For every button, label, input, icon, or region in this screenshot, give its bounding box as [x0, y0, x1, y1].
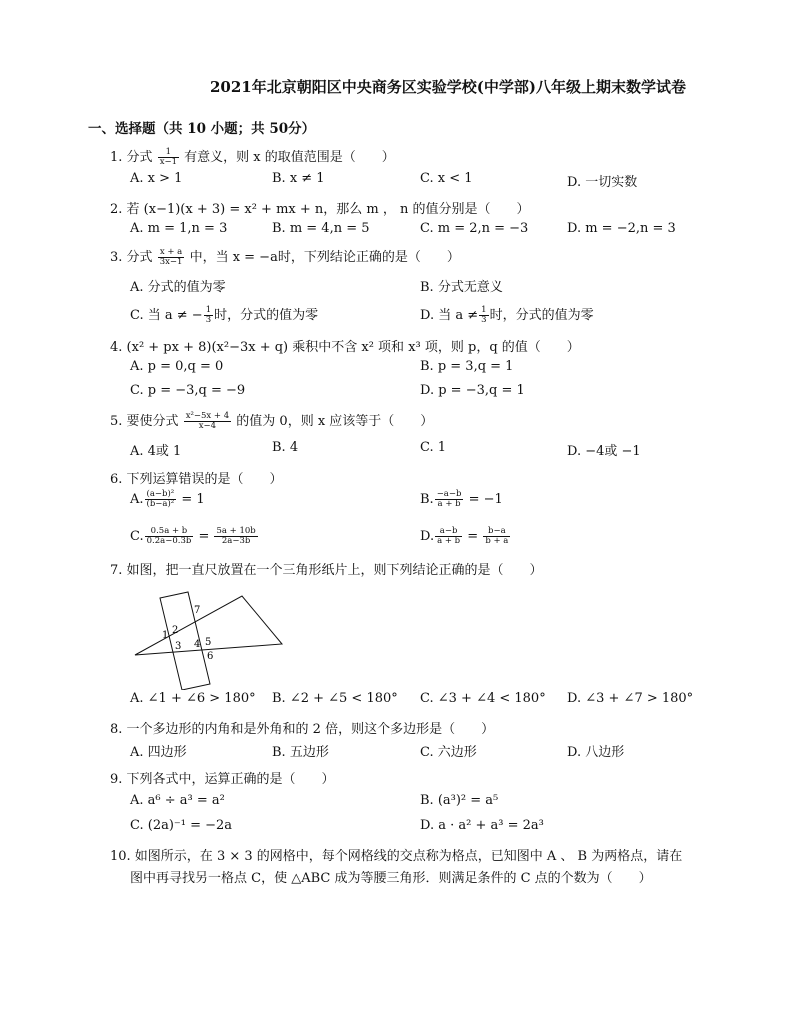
q4-option-d[interactable]: D. p = −3,q = 1: [420, 383, 525, 398]
ruler-shape: [160, 592, 210, 690]
q6-b-post: = −1: [468, 492, 503, 507]
q3-c-den: 3: [205, 315, 212, 325]
question-5: [110, 410, 433, 431]
q3-c-fraction: [204, 306, 213, 325]
question-9: 9. 下列各式中，运算正确的是（ ）: [110, 772, 335, 787]
q6-option-a[interactable]: [130, 490, 205, 509]
q6-d-eq: =: [467, 529, 479, 544]
q6-d-den2: b + a: [485, 536, 509, 546]
q6-d-den: a + b: [437, 536, 461, 546]
q6-a-fraction: [145, 490, 177, 509]
ruler-triangle-figure: [130, 590, 290, 690]
q2-option-b[interactable]: B. m = 4,n = 5: [272, 221, 370, 236]
q1-option-d[interactable]: D. 一切实数: [567, 175, 638, 190]
q2-option-a[interactable]: A. m = 1,n = 3: [130, 221, 228, 236]
q6-option-d[interactable]: [420, 527, 511, 546]
q5-option-c[interactable]: C. 1: [420, 440, 447, 455]
q6-b-den: a + b: [437, 499, 461, 509]
q9-option-a[interactable]: A. a⁶ ÷ a³ = a²: [130, 793, 225, 808]
q3-stem-pre: 3. 分式: [110, 250, 153, 265]
question-8: 8. 一个多边形的内角和是外角和的 2 倍，则这个多边形是（ ）: [110, 722, 495, 737]
q1-frac-den: x−1: [159, 157, 178, 167]
q6-option-b[interactable]: [420, 490, 503, 509]
q4-option-a[interactable]: A. p = 0,q = 0: [130, 359, 224, 374]
q5-stem-pre: 5. 要使分式: [110, 414, 179, 429]
q9-option-d[interactable]: D. a · a² + a³ = 2a³: [420, 818, 544, 833]
q5-stem-post: 的值为 0，则 x 应该等于（ ）: [236, 414, 434, 429]
q3-option-b[interactable]: B. 分式无意义: [420, 280, 503, 295]
q1-option-a[interactable]: A. x > 1: [130, 171, 183, 186]
q8-option-c[interactable]: C. 六边形: [420, 745, 477, 760]
question-4: 4. (x² + px + 8)(x²−3x + q) 乘积中不含 x² 项和 x³ 项，则 p，q 的值（ ）: [110, 340, 580, 355]
q7-option-b[interactable]: B. ∠2 + ∠5 < 180°: [272, 691, 398, 706]
q9-option-b[interactable]: B. (a³)² = a⁵: [420, 793, 499, 808]
angle-label-4: 4: [194, 639, 201, 650]
q3-d-pre: D. 当 a ≠: [420, 308, 479, 323]
section-heading: 一、选择题（共 10 小题；共 50分）: [88, 121, 316, 137]
q8-option-b[interactable]: B. 五边形: [272, 745, 329, 760]
q5-option-d[interactable]: D. −4或 −1: [567, 444, 641, 459]
q6-c-num2: 5a + 10b: [216, 526, 256, 536]
q3-c-pre: C. 当 a ≠ −: [130, 308, 203, 323]
q2-option-c[interactable]: C. m = 2,n = −3: [420, 221, 529, 236]
q9-option-c[interactable]: C. (2a)⁻¹ = −2a: [130, 818, 233, 833]
q8-option-d[interactable]: D. 八边形: [567, 745, 625, 760]
q6-a-post: = 1: [181, 492, 205, 507]
angle-label-6: 6: [207, 651, 214, 662]
question-3: [110, 246, 460, 267]
q3-option-d[interactable]: [420, 304, 594, 325]
q6-a-num: (a−b)²: [146, 489, 175, 499]
q6-b-num: −a−b: [436, 489, 462, 499]
angle-label-5: 5: [205, 637, 212, 648]
q6-c-eq: =: [198, 529, 210, 544]
q3-option-c[interactable]: [130, 304, 318, 325]
q6-b-label: B.: [420, 492, 434, 507]
q6-d-fraction: [435, 527, 462, 546]
q4-option-c[interactable]: C. p = −3,q = −9: [130, 383, 246, 398]
question-7: 7. 如图，把一直尺放置在一个三角形纸片上，则下列结论正确的是（ ）: [110, 563, 543, 578]
q3-frac-num: x + a: [158, 248, 185, 258]
q7-option-c[interactable]: C. ∠3 + ∠4 < 180°: [420, 691, 546, 706]
q6-c-fraction-2: [214, 527, 257, 546]
q1-fraction: [158, 148, 179, 167]
q6-a-label: A.: [130, 492, 144, 507]
q3-d-den: 3: [481, 315, 487, 325]
question-6: 6. 下列运算错误的是（ ）: [110, 472, 283, 487]
angle-label-3: 3: [175, 641, 182, 652]
q6-c-den2: 2a−3b: [221, 536, 251, 546]
q8-option-a[interactable]: A. 四边形: [130, 745, 187, 760]
q3-option-a[interactable]: A. 分式的值为零: [130, 280, 226, 295]
q3-fraction: [158, 248, 185, 267]
page-title: 2021年北京朝阳区中央商务区实验学校(中学部)八年级上期末数学试卷: [210, 78, 686, 96]
angle-label-2: 2: [172, 625, 179, 636]
q6-option-c[interactable]: [130, 527, 259, 546]
q6-d-num: a−b: [435, 527, 462, 537]
q3-c-post: 时，分式的值为零: [214, 308, 319, 323]
q6-d-fraction-2: [483, 527, 510, 546]
q2-option-d[interactable]: D. m = −2,n = 3: [567, 221, 676, 236]
q5-fraction: [184, 412, 231, 431]
question-10-line-1: 10. 如图所示，在 3 × 3 的网格中，每个网格线的交点称为格点，已知图中 A 、 B 为两格点，请在: [110, 849, 683, 864]
q3-stem-post: 中，当 x = −a时，下列结论正确的是（ ）: [189, 250, 460, 265]
q1-frac-num: 1: [158, 148, 179, 158]
q5-frac-den: x−4: [198, 421, 217, 431]
q7-option-a[interactable]: A. ∠1 + ∠6 > 180°: [130, 691, 256, 706]
angle-label-7: 7: [194, 605, 201, 616]
q3-c-num: 1: [205, 305, 212, 315]
q5-frac-num: x²−5x + 4: [185, 411, 230, 421]
q3-d-post: 时，分式的值为零: [489, 308, 594, 323]
q4-option-b[interactable]: B. p = 3,q = 1: [420, 359, 514, 374]
question-1: [110, 146, 395, 167]
q3-d-fraction: [479, 306, 488, 325]
q1-option-c[interactable]: C. x < 1: [420, 171, 473, 186]
q6-d-num2: b−a: [483, 527, 510, 537]
q5-option-b[interactable]: B. 4: [272, 440, 299, 455]
q3-frac-den: 3x−1: [159, 257, 183, 267]
q6-a-den: (b−a)²: [146, 499, 175, 509]
q1-stem-pre: 1. 分式: [110, 150, 153, 165]
q1-stem-post: 有意义，则 x 的取值范围是（ ）: [184, 150, 395, 165]
question-10-line-2: 图中再寻找另一格点 C，使 △ABC 成为等腰三角形．则满足条件的 C 点的个数为（ ）: [130, 871, 652, 886]
q3-d-num: 1: [481, 305, 487, 315]
angle-label-1: 1: [162, 630, 169, 641]
q6-d-label: D.: [420, 529, 435, 544]
q5-option-a[interactable]: A. 4或 1: [130, 444, 182, 459]
q6-c-den: 0.2a−0.3b: [146, 536, 192, 546]
q6-c-fraction: [145, 527, 194, 546]
q6-b-fraction: [435, 490, 464, 509]
q7-option-d[interactable]: D. ∠3 + ∠7 > 180°: [567, 691, 694, 706]
question-2: 2. 若 (x−1)(x + 3) = x² + mx + n，那么 m ， n 的值分别是（ ）: [110, 202, 530, 217]
q6-c-label: C.: [130, 529, 144, 544]
q1-option-b[interactable]: B. x ≠ 1: [272, 171, 325, 186]
q6-c-num: 0.5a + b: [145, 527, 194, 537]
